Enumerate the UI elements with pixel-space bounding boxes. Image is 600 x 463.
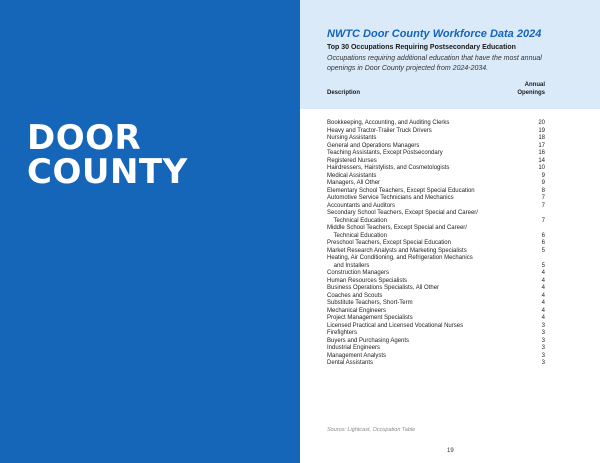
county-title-line-2: COUNTY (27, 152, 188, 192)
occupation-description: Teaching Assistants, Except Postsecondary (327, 150, 443, 156)
table-row (327, 128, 545, 136)
annual-openings-value: 7 (541, 202, 545, 209)
table-row (327, 135, 545, 143)
table-row (327, 263, 545, 271)
occupation-description: Substitute Teachers, Short-Term (327, 300, 413, 306)
table-row (327, 120, 545, 128)
annual-openings-value (531, 210, 545, 218)
table-row (327, 248, 545, 256)
table-row (327, 345, 545, 353)
occupation-description: Industrial Engineers (327, 345, 381, 351)
annual-openings-value (531, 225, 545, 233)
table-row (327, 188, 545, 196)
table-row (327, 233, 545, 241)
annual-openings-value: 3 (541, 322, 545, 329)
annual-openings-value: 6 (541, 240, 545, 246)
occupation-description: Human Resources Specialists (327, 277, 408, 284)
annual-openings-value: 17 (538, 142, 545, 149)
occupation-description: Buyers and Purchasing Agents (327, 337, 410, 344)
table-row (327, 165, 545, 173)
column-header-openings (517, 81, 545, 97)
annual-openings-value: 3 (541, 360, 545, 366)
occupation-description: Heating, Air Conditioning, and Refrigeration Mechanics (327, 255, 473, 261)
table-row (327, 218, 545, 226)
table-row (327, 360, 545, 368)
annual-openings-value: 3 (541, 337, 545, 344)
right-panel (300, 0, 600, 463)
occupation-description: Nursing Assistants (327, 135, 377, 141)
annual-openings-value: 16 (538, 150, 545, 156)
annual-openings-value: 14 (538, 157, 545, 164)
annual-openings-value: 9 (541, 180, 545, 186)
occupation-description: and Installers (327, 262, 370, 269)
table-row (327, 270, 545, 278)
table-row (327, 203, 545, 211)
annual-openings-value: 3 (541, 330, 545, 336)
table-row (327, 195, 545, 203)
occupation-description: Project Management Specialists (327, 315, 413, 321)
table-row (327, 323, 545, 331)
column-header-openings-line-1: Annual (524, 82, 545, 88)
occupation-description: Accountants and Auditors (327, 202, 396, 209)
annual-openings-value: 20 (538, 120, 545, 126)
occupation-description: Preschool Teachers, Except Special Education (327, 240, 451, 246)
annual-openings-value: 6 (541, 232, 545, 239)
county-title (27, 118, 188, 192)
occupation-description: Medical Assistants (327, 172, 377, 179)
occupation-description: Licensed Practical and Licensed Vocational Nurses (327, 322, 464, 329)
annual-openings-value: 4 (541, 277, 545, 284)
table-row (327, 225, 545, 233)
annual-openings-value: 4 (541, 315, 545, 321)
column-header-description: Description (327, 90, 361, 96)
table-row (327, 173, 545, 181)
section-subtitle: Occupations requiring additional education that have the most annual openings in Door County projected from 2024-2034. (327, 55, 542, 72)
annual-openings-value: 4 (541, 300, 545, 306)
occupation-description: Technical Education (327, 232, 387, 239)
annual-openings-value: 3 (541, 352, 545, 359)
table-row (327, 240, 545, 248)
annual-openings-value: 4 (541, 270, 545, 276)
table-row (327, 150, 545, 158)
annual-openings-value: 4 (541, 307, 545, 314)
annual-openings-value: 8 (541, 187, 545, 194)
occupation-description: Management Analysts (327, 352, 387, 359)
table-row (327, 330, 545, 338)
occupation-description: Elementary School Teachers, Except Special Education (327, 187, 475, 194)
table-row (327, 300, 545, 308)
header-band (300, 0, 600, 109)
table-row (327, 338, 545, 346)
annual-openings-value: 3 (541, 345, 545, 351)
occupation-description: Mechanical Engineers (327, 307, 387, 314)
annual-openings-value: 5 (541, 262, 545, 269)
occupation-description: General and Operations Managers (327, 142, 420, 149)
annual-openings-value: 7 (541, 217, 545, 224)
annual-openings-value: 7 (541, 195, 545, 201)
occupation-description: Registered Nurses (327, 157, 377, 164)
source-note: Source: Lightcast, Occupation Table (327, 427, 416, 433)
occupation-table (327, 120, 545, 368)
table-row (327, 210, 545, 218)
occupation-description: Automotive Service Technicians and Mechanics (327, 195, 454, 201)
table-row (327, 285, 545, 293)
annual-openings-value: 19 (538, 127, 545, 134)
county-title-line-1: DOOR (27, 118, 142, 158)
page-number: 19 (447, 448, 454, 454)
document-title: NWTC Door County Workforce Data 2024 (327, 28, 542, 40)
occupation-description: Technical Education (327, 217, 387, 224)
occupation-description: Construction Managers (327, 270, 390, 276)
occupation-description: Bookkeeping, Accounting, and Auditing Clerks (327, 120, 450, 126)
occupation-description: Business Operations Specialists, All Other (327, 285, 440, 291)
occupation-description: Firefighters (327, 330, 358, 336)
occupation-description: Managers, All Other (327, 180, 381, 186)
section-title: Top 30 Occupations Requiring Postsecondary Education (327, 44, 516, 51)
table-row (327, 143, 545, 151)
annual-openings-value: 4 (541, 292, 545, 299)
occupation-description: Market Research Analysts and Marketing Specialists (327, 247, 467, 254)
table-row (327, 293, 545, 301)
table-row (327, 255, 545, 263)
occupation-description: Dental Assistants (327, 360, 374, 366)
table-row (327, 353, 545, 361)
annual-openings-value (531, 255, 545, 263)
occupation-description: Heavy and Tractor-Trailer Truck Drivers (327, 127, 432, 134)
occupation-description: Hairdressers, Hairstylists, and Cosmetologists (327, 165, 450, 171)
annual-openings-value: 5 (541, 247, 545, 254)
table-row (327, 278, 545, 286)
annual-openings-value: 4 (541, 285, 545, 291)
annual-openings-value: 18 (538, 135, 545, 141)
table-row (327, 158, 545, 166)
occupation-description: Middle School Teachers, Except Special and Career/ (327, 225, 467, 231)
occupation-description: Coaches and Scouts (327, 292, 383, 299)
occupation-description: Secondary School Teachers, Except Special and Career/ (327, 210, 478, 216)
annual-openings-value: 10 (538, 165, 545, 171)
table-row (327, 180, 545, 188)
table-row (327, 315, 545, 323)
annual-openings-value: 9 (541, 172, 545, 179)
table-row (327, 308, 545, 316)
column-header-openings-line-2: Openings (517, 90, 545, 96)
